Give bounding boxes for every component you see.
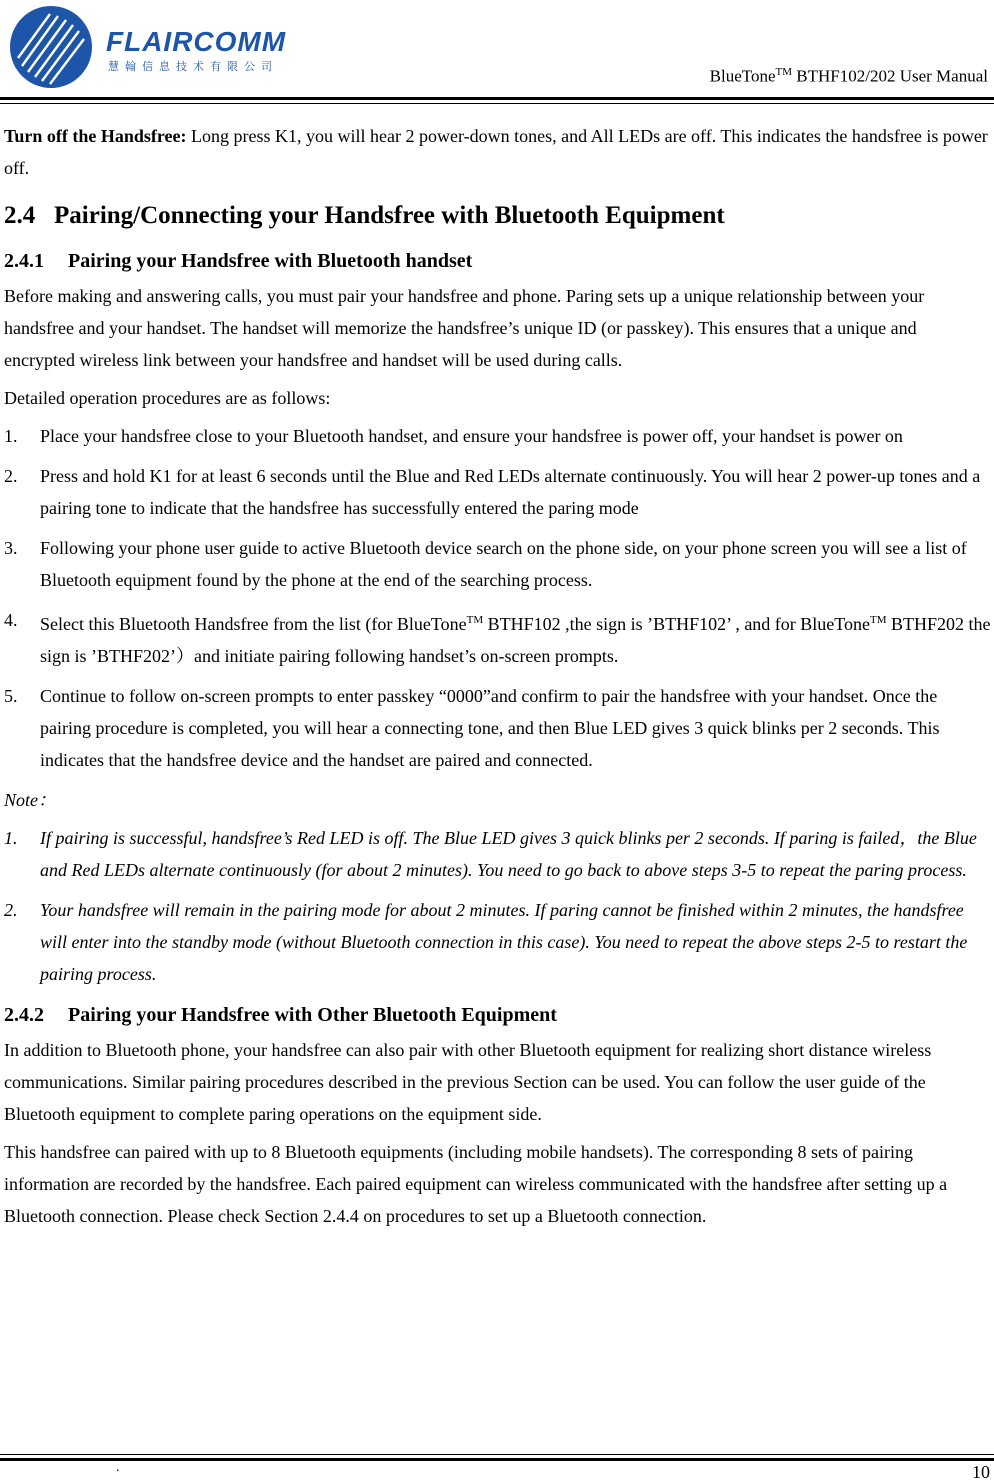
list-item: 1. Place your handsfree close to your Bluetooth handset, and ensure your handsfree is power off, your handset is power on <box>4 426 903 446</box>
section-2-4-2-heading: 2.4.2 Pairing your Handsfree with Other Bluetooth Equipment <box>4 1004 557 1026</box>
list-item: 4. Select this Bluetooth Handsfree from the list (for BlueTone™ BTHF102 ,the sign is ’BTHF102’ , and for BlueTone™ BTHF202 the sign is ’BTHF202’）and initiate pairing following handset’s on-screen prompts. <box>4 610 991 666</box>
page-header <box>0 0 994 104</box>
logo-subtitle: 慧翰信息技术有限公司 <box>108 60 278 73</box>
turn-off-paragraph: Turn off the Handsfree: Long press K1, you will hear 2 power-down tones, and All LEDs are off. This indicates the handsfree is power off. <box>4 126 988 178</box>
note-label: Note： <box>4 790 56 810</box>
document-title: BlueTone™ BTHF102/202 User Manual <box>709 66 988 86</box>
footer-rule-thick <box>0 1458 994 1461</box>
pairing-capacity-paragraph: This handsfree can paired with up to 8 Bluetooth equipments (including mobile handsets). The corresponding 8 sets of pairing information are recorded by the handsfree. Each paired equipment can wireless communicated with the handsfree after setting up a Bluetooth connection. Please check Section 2.4.4 on procedures to set up a Bluetooth connection. <box>4 1142 948 1226</box>
footer-mark: . <box>116 1460 120 1475</box>
page-content <box>4 120 992 1238</box>
notes-list <box>4 822 992 990</box>
list-item: 2. Press and hold K1 for at least 6 seconds until the Blue and Red LEDs alternate continuously. You will hear 2 power-up tones and a pairing tone to indicate that the handsfree has successfully entered the paring mode <box>4 466 981 518</box>
page-number: 10 <box>972 1462 990 1482</box>
flaircomm-globe-icon <box>8 4 94 90</box>
section-2-4-1-heading: 2.4.1 Pairing your Handsfree with Bluetooth handset <box>4 250 473 272</box>
pairing-steps <box>4 420 992 776</box>
header-rule-thick <box>0 97 994 100</box>
list-item: 1. If pairing is successful, handsfree’s Red LED is off. The Blue LED gives 3 quick blinks per 2 seconds. If paring is failed，the Blue and Red LEDs alternate continuously (for about 2 minutes). You need to go back to above steps 3-5 to repeat the paring process. <box>4 828 977 880</box>
procedures-intro: Detailed operation procedures are as follows: <box>4 388 331 408</box>
footer-rule-thin <box>0 1454 994 1455</box>
section-2-4-heading: 2.4 Pairing/Connecting your Handsfree with Bluetooth Equipment <box>4 202 725 229</box>
logo-wordmark: FLAIRCOMM <box>106 26 287 57</box>
list-item: 3. Following your phone user guide to active Bluetooth device search on the phone side, on your phone screen you will see a list of Bluetooth equipment found by the phone at the end of the searching process. <box>4 538 967 590</box>
header-rule-thin <box>0 103 994 104</box>
other-equipment-paragraph: In addition to Bluetooth phone, your handsfree can also pair with other Bluetooth equipment for realizing short distance wireless communications. Similar pairing procedures described in the previous Section can be used. You can follow the user guide of the Bluetooth equipment to complete paring operations on the equipment side. <box>4 1040 932 1124</box>
company-logo <box>8 4 308 90</box>
list-item: 5. Continue to follow on-screen prompts to enter passkey “0000”and confirm to pair the handsfree with your handset. Once the pairing procedure is completed, you will hear a connecting tone, and then Blue LED gives 3 quick blinks per 2 seconds. This indicates that the handsfree device and the handset are paired and connected. <box>4 686 940 770</box>
pairing-intro: Before making and answering calls, you must pair your handsfree and phone. Paring sets up a unique relationship between your handsfree and your handset. The handset will memorize the handsfree’s unique ID (or passkey). This ensures that a unique and encrypted wireless link between your handsfree and handset will be used during calls. <box>4 286 925 370</box>
list-item: 2. Your handsfree will remain in the pairing mode for about 2 minutes. If paring cannot be finished within 2 minutes, the handsfree will enter into the standby mode (without Bluetooth connection in this case). You need to repeat the above steps 2-5 to restart the pairing process. <box>4 900 968 984</box>
